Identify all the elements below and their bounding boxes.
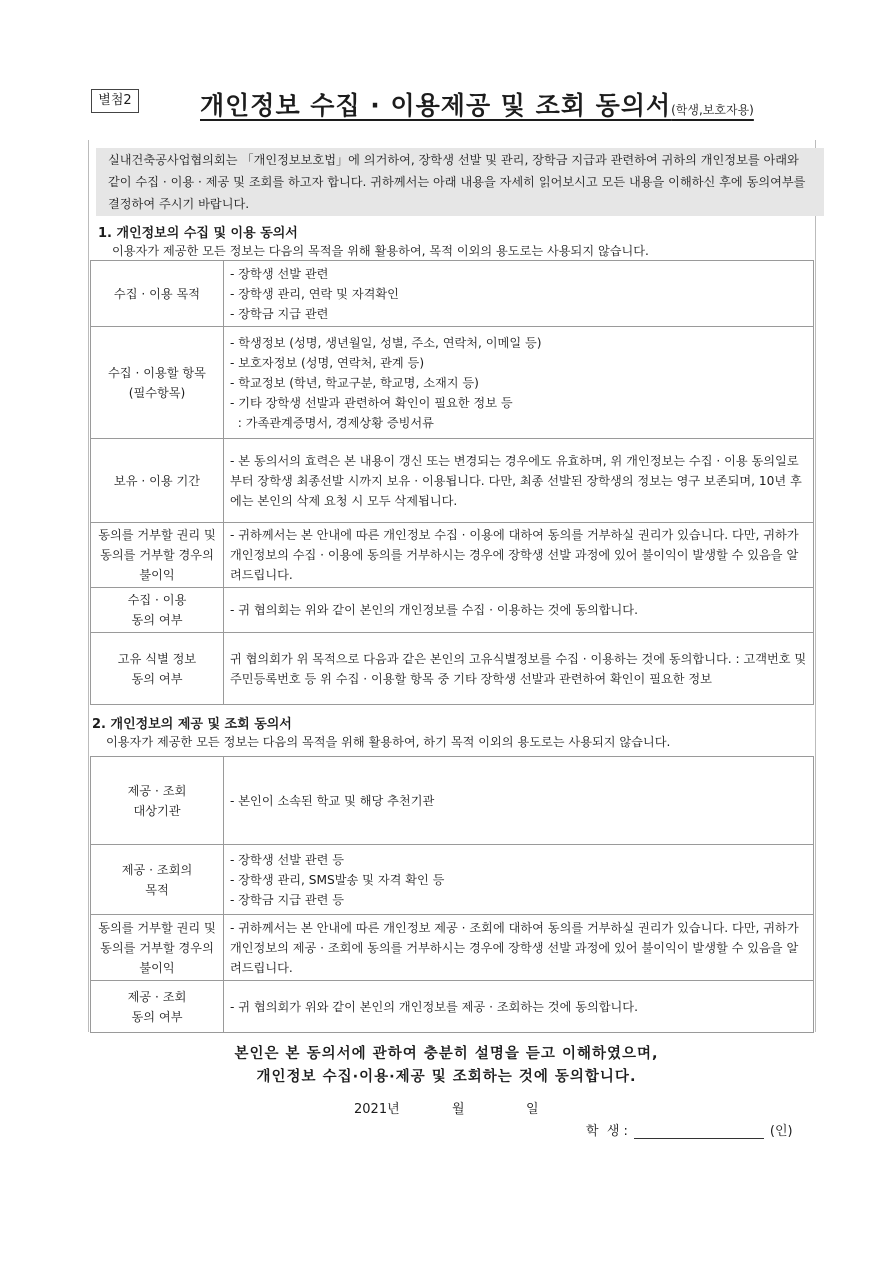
page-title: [200, 86, 754, 122]
attachment-tag: 별첨2: [91, 89, 139, 113]
row-label: 수집 · 이용할 항목 (필수항목): [91, 327, 224, 439]
list-item: - 장학생 관리, 연락 및 자격확인: [230, 286, 399, 301]
row-label: 수집 · 이용 동의 여부: [91, 588, 224, 633]
table-row: [91, 588, 814, 633]
student-label: 학 생 :: [586, 1124, 628, 1139]
seal-label: (인): [769, 1124, 793, 1139]
row-label: 보유 · 이용 기간: [91, 439, 224, 523]
closing-line-2: 개인정보 수집·이용·제공 및 조회하는 것에 동의합니다.: [256, 1069, 637, 1085]
intro-text: 실내건축공사업협의회는 「개인정보보호법」에 의거하여, 장학생 선발 및 관리, 장학금 지급과 관련하여 귀하의 개인정보를 아래와 같이 수집 · 이용 · 제공 및 조회를 하고자 합니다. 귀하께서는 아래 내용을 자세히 읽어보시고 모든 내용을 이해하신 후에 동의여부를 결정하여 주시기 바랍니다.: [108, 153, 806, 211]
signature-row: [586, 1120, 793, 1139]
row-label: 제공 · 조회 동의 여부: [91, 981, 224, 1033]
row-content: - 귀 협의회는 위와 같이 본인의 개인정보를 수집 · 이용하는 것에 동의합니다.: [224, 588, 814, 633]
row-content: [224, 261, 814, 327]
row-label: 제공 · 조회 대상기관: [91, 757, 224, 845]
title-text: 개인정보 수집 · 이용제공 및 조회 동의서: [200, 91, 672, 120]
signature-field[interactable]: [634, 1124, 764, 1139]
row-label: 수집 · 이용 목적: [91, 261, 224, 327]
table-row: [91, 981, 814, 1033]
section1-desc: 이용자가 제공한 모든 정보는 다음의 목적을 위해 활용하여, 목적 이외의 용도로는 사용되지 않습니다.: [112, 244, 649, 258]
section2-title: 2. 개인정보의 제공 및 조회 동의서: [92, 717, 292, 732]
list-item: - 장학생 선발 관련 등: [230, 852, 345, 867]
date-month: 월: [452, 1102, 465, 1117]
list-item: : 가족관계증명서, 경제상황 증빙서류: [230, 415, 434, 430]
list-item: - 기타 장학생 선발과 관련하여 확인이 필요한 정보 등: [230, 395, 513, 410]
title-subtitle: (학생,보호자용): [671, 103, 754, 117]
table-row: [91, 845, 814, 915]
row-content: [224, 327, 814, 439]
list-item: - 장학금 지급 관련 등: [230, 892, 345, 907]
section2-table: [90, 756, 814, 1033]
list-item: - 장학금 지급 관련: [230, 306, 329, 321]
table-row: [91, 757, 814, 845]
row-content: - 귀하께서는 본 안내에 따른 개인정보 수집 · 이용에 대하여 동의를 거부하실 권리가 있습니다. 다만, 귀하가 개인정보의 수집 · 이용에 동의를 거부하시는 경우에 장학생 선발 과정에 있어 불이익이 발생할 수 있음을 알려드립니다.: [224, 523, 814, 588]
intro-box: [96, 148, 824, 216]
row-content: - 본 동의서의 효력은 본 내용이 갱신 또는 변경되는 경우에도 유효하며, 위 개인정보는 수집 · 이용 동의일로부터 장학생 최종선발 시까지 보유 · 이용됩니다. 다만, 최종 선발된 장학생의 정보는 영구 보존되며, 10년 후에는 본인의 삭제 요청 시 모두 삭제됩니다.: [224, 439, 814, 523]
date-year: 2021년: [354, 1102, 400, 1117]
closing-line-1: 본인은 본 동의서에 관하여 충분히 설명을 듣고 이해하였으며,: [234, 1046, 659, 1062]
row-content: - 귀 협의회가 위와 같이 본인의 개인정보를 제공 · 조회하는 것에 동의합니다.: [224, 981, 814, 1033]
table-row: [91, 915, 814, 981]
table-row: [91, 439, 814, 523]
row-label: 동의를 거부할 권리 및 동의를 거부할 경우의 불이익: [91, 915, 224, 981]
row-content: 귀 협의회가 위 목적으로 다음과 같은 본인의 고유식별정보를 수집 · 이용하는 것에 동의합니다. : 고객번호 및 주민등록번호 등 위 수집 · 이용할 항목 중 기타 장학생 선발과 관련하여 확인이 필요한 정보: [224, 633, 814, 705]
row-label: 고유 식별 정보 동의 여부: [91, 633, 224, 705]
list-item: - 학생정보 (성명, 생년월일, 성별, 주소, 연락처, 이메일 등): [230, 335, 542, 350]
date-day: 일: [526, 1102, 539, 1117]
row-content: - 본인이 소속된 학교 및 해당 추천기관: [224, 757, 814, 845]
list-item: - 보호자정보 (성명, 연락처, 관계 등): [230, 355, 425, 370]
row-label: 동의를 거부할 권리 및 동의를 거부할 경우의 불이익: [91, 523, 224, 588]
table-row: [91, 633, 814, 705]
section1-title: 1. 개인정보의 수집 및 이용 동의서: [98, 226, 298, 241]
table-row: [91, 523, 814, 588]
row-content: - 귀하께서는 본 안내에 따른 개인정보 제공 · 조회에 대하여 동의를 거부하실 권리가 있습니다. 다만, 귀하가 개인정보의 제공 · 조회에 동의를 거부하시는 경우에 장학생 선발 과정에 있어 불이익이 발생할 수 있음을 알려드립니다.: [224, 915, 814, 981]
row-content: [224, 845, 814, 915]
list-item: - 학교정보 (학년, 학교구분, 학교명, 소재지 등): [230, 375, 479, 390]
table-row: [91, 327, 814, 439]
list-item: - 장학생 선발 관련: [230, 266, 329, 281]
row-label: 제공 · 조회의 목적: [91, 845, 224, 915]
section2-desc: 이용자가 제공한 모든 정보는 다음의 목적을 위해 활용하여, 하기 목적 이외의 용도로는 사용되지 않습니다.: [106, 735, 671, 749]
table-row: [91, 261, 814, 327]
list-item: - 장학생 관리, SMS발송 및 자격 확인 등: [230, 872, 445, 887]
section1-table: [90, 260, 814, 705]
